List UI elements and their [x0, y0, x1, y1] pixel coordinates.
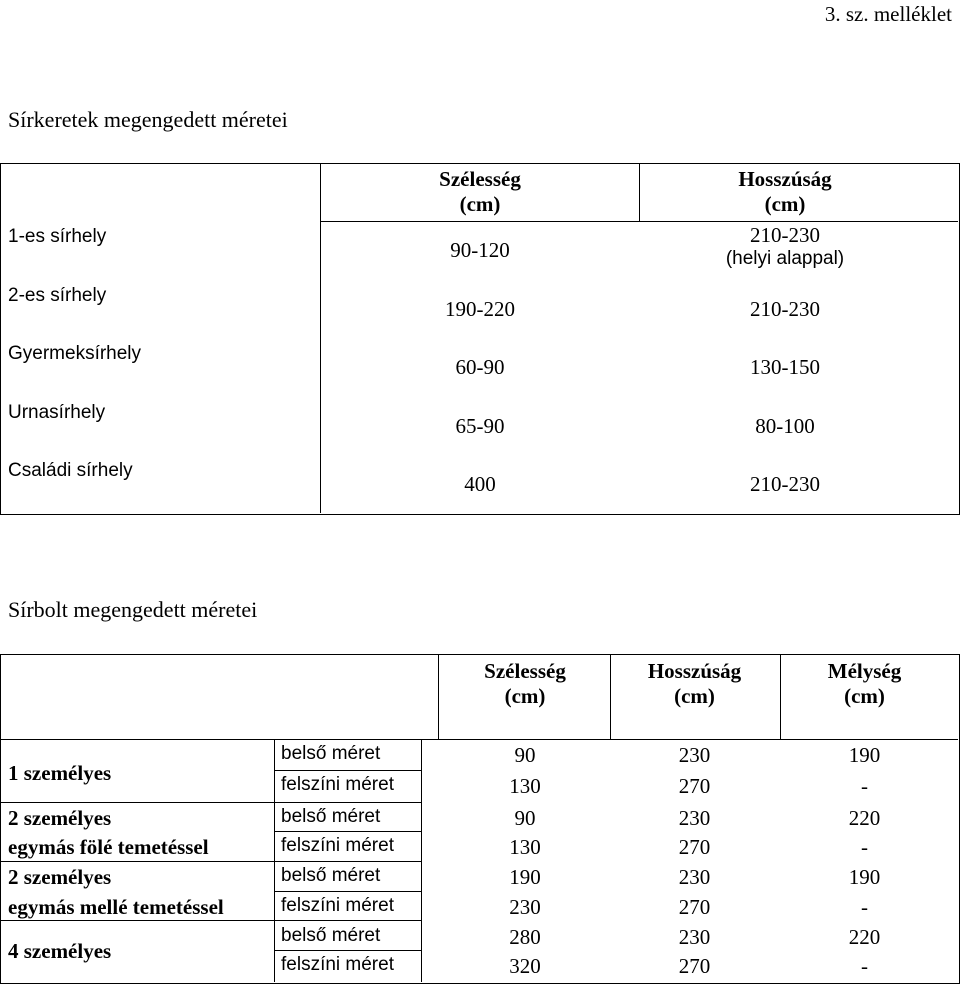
width-value: 90	[514, 743, 536, 767]
table-divider	[1, 802, 421, 803]
length-value: 270	[678, 895, 711, 919]
table-divider	[438, 655, 439, 739]
size-type: felszíni méret	[281, 835, 394, 856]
depth-value: -	[861, 774, 868, 798]
length-value: 270	[678, 835, 711, 859]
table-divider	[320, 221, 958, 222]
group-label: 4 személyes	[8, 939, 112, 963]
width-value: 130	[509, 774, 541, 798]
row-label: Gyermeksírhely	[8, 343, 142, 364]
group-label: egymás mellé temetéssel	[8, 895, 224, 919]
table-divider	[274, 770, 421, 771]
width-value: 190-220	[445, 297, 515, 321]
width-header: Szélesség (cm)	[484, 659, 566, 709]
row-label: 2-es sírhely	[8, 285, 107, 306]
length-value: 230	[678, 806, 711, 830]
section2-title: Sírbolt megengedett méretei	[8, 597, 258, 622]
length-value: 230	[678, 865, 711, 889]
length-value: 130-150	[750, 355, 820, 379]
table-divider	[274, 891, 421, 892]
width-value: 90-120	[450, 238, 510, 262]
width-value: 65-90	[455, 414, 505, 438]
annex-label: 3. sz. melléklet	[824, 2, 952, 26]
size-type: belső méret	[281, 925, 381, 946]
group-label: 2 személyes	[8, 865, 112, 889]
size-type: belső méret	[281, 865, 381, 886]
table-divider	[639, 164, 640, 221]
table-divider	[610, 655, 611, 739]
length-header: Hosszúság (cm)	[647, 659, 742, 709]
section1-title: Sírkeretek megengedett méretei	[8, 107, 288, 132]
group-label: 2 személyes	[8, 806, 112, 830]
row-label: 1-es sírhely	[8, 226, 107, 247]
group-label: 1 személyes	[8, 761, 112, 785]
table-divider	[1, 861, 421, 862]
length-value: 210-230	[750, 297, 820, 321]
width-value: 230	[509, 895, 541, 919]
length-value: 270	[678, 774, 711, 798]
size-type: felszíni méret	[281, 774, 394, 795]
depth-value: 190	[848, 743, 881, 767]
width-value: 280	[509, 925, 541, 949]
length-value: 210-230 (helyi alappal)	[700, 223, 870, 271]
table-divider	[320, 164, 321, 513]
size-type: belső méret	[281, 806, 381, 827]
width-value: 320	[509, 954, 541, 978]
length-value: 230	[678, 925, 711, 949]
width-value: 60-90	[455, 355, 505, 379]
row-label: Urnasírhely	[8, 402, 106, 423]
size-type: felszíni méret	[281, 954, 394, 975]
length-value: 270	[678, 954, 711, 978]
depth-value: -	[861, 835, 868, 859]
width-value: 130	[509, 835, 541, 859]
size-type: felszíni méret	[281, 895, 394, 916]
length-value: 80-100	[755, 414, 815, 438]
width-value: 190	[509, 865, 541, 889]
length-header: Hosszúság (cm)	[738, 167, 832, 217]
width-header: Szélesség (cm)	[439, 167, 521, 217]
row-label: Családi sírhely	[8, 460, 133, 481]
size-type: belső méret	[281, 743, 381, 764]
length-note: (helyi alappal)	[725, 248, 845, 270]
width-value: 90	[514, 806, 536, 830]
depth-value: -	[861, 954, 868, 978]
table-divider	[1, 739, 958, 740]
width-value: 400	[464, 472, 496, 496]
table-divider	[274, 831, 421, 832]
table-divider	[274, 950, 421, 951]
table-divider	[780, 655, 781, 739]
depth-value: 190	[848, 865, 881, 889]
depth-value: -	[861, 895, 868, 919]
group-label: egymás fölé temetéssel	[8, 835, 209, 859]
length-value: 230	[678, 743, 711, 767]
depth-value: 220	[848, 806, 881, 830]
table-divider	[421, 739, 422, 982]
depth-value: 220	[848, 925, 881, 949]
length-value: 210-230	[750, 472, 820, 496]
depth-header: Mélység (cm)	[827, 659, 902, 709]
